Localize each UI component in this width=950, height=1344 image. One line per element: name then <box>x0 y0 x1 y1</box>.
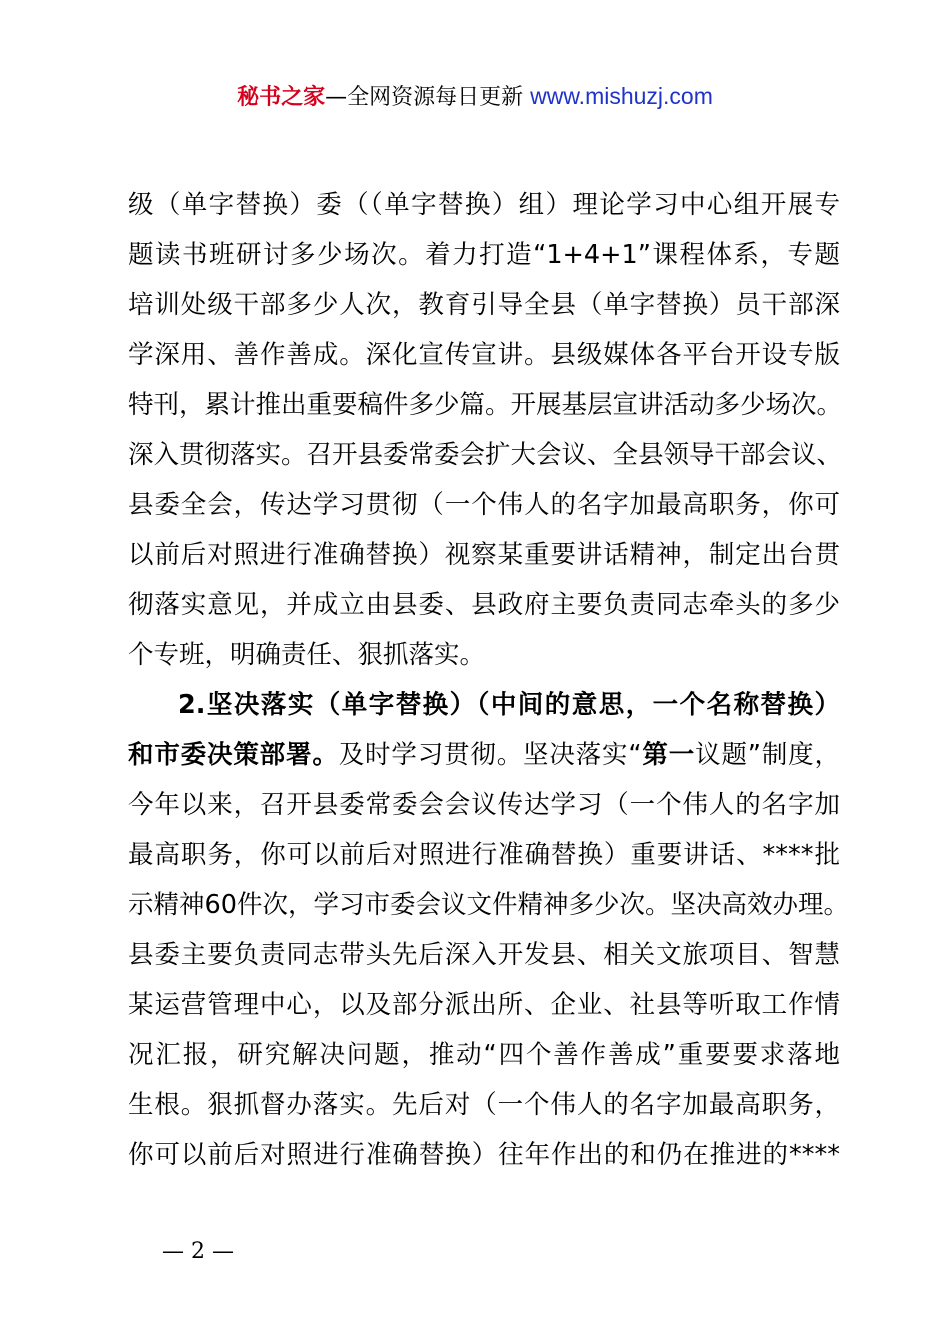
paragraph-line <box>128 1030 840 1080</box>
site-brand: 秘书之家 <box>237 85 326 110</box>
line-text: 生根。狠抓督办落实。先后对（一个伟人的名字加最高职务， <box>128 1090 840 1120</box>
line-text: 级（单字替换）委（（单字替换）组）理论学习中心组开展专 <box>128 190 840 220</box>
site-slogan: —全网资源每日更新 <box>325 85 524 110</box>
paragraph-line <box>128 780 840 830</box>
paragraph-line <box>128 530 840 580</box>
section-heading <box>178 680 840 730</box>
paragraph-line <box>128 980 840 1030</box>
heading-text: 2.坚决落实（单字替换）（中间的意思，一个名称替换） <box>178 690 840 720</box>
line-text: 最高职务，你可以前后对照进行准确替换）重要讲话、****批 <box>128 840 840 870</box>
line-text: 个专班，明确责任、狠抓落实。 <box>128 640 486 670</box>
line-text: 以前后对照进行准确替换）视察某重要讲话精神，制定出台贯 <box>128 540 840 570</box>
page-number: — 2 — <box>162 1239 234 1264</box>
paragraph-line <box>128 180 840 230</box>
line-text: 议题”制度， <box>695 740 840 770</box>
line-text: 题读书班研讨多少场次。着力打造“1+4+1”课程体系，专题 <box>128 240 840 270</box>
paragraph-line <box>128 480 840 530</box>
line-text: 你可以前后对照进行准确替换）往年作出的和仍在推进的**** <box>128 1140 840 1170</box>
line-text: 及时学习贯彻。坚决落实“ <box>338 740 642 770</box>
paragraph-line <box>128 280 840 330</box>
line-text: 深入贯彻落实。召开县委常委会扩大会议、全县领导干部会议、 <box>128 440 843 470</box>
paragraph-line <box>128 230 840 280</box>
site-url-link[interactable]: www.mishuzj.com <box>530 83 713 109</box>
paragraph-line <box>128 1130 840 1180</box>
line-text: 示精神60件次，学习市委会议文件精神多少次。坚决高效办理。 <box>128 890 849 920</box>
heading-text-continued: 和市委决策部署。 <box>128 740 339 770</box>
line-text: 县委全会，传达学习贯彻（一个伟人的名字加最高职务，你可 <box>128 490 840 520</box>
line-text: 今年以来，召开县委常委会会议传达学习（一个伟人的名字加 <box>128 790 840 820</box>
site-header <box>0 80 950 114</box>
paragraph-line <box>128 380 843 430</box>
paragraph-line <box>128 880 849 930</box>
line-text: 培训处级干部多少人次，教育引导全县（单字替换）员干部深 <box>128 290 840 320</box>
paragraph-line <box>128 1080 840 1130</box>
line-text: 特刊，累计推出重要稿件多少篇。开展基层宣讲活动多少场次。 <box>128 390 843 420</box>
paragraph-line <box>128 630 840 680</box>
line-text: 彻落实意见，并成立由县委、县政府主要负责同志牵头的多少 <box>128 590 840 620</box>
paragraph-line <box>128 430 843 480</box>
paragraph-line <box>128 330 840 380</box>
line-text: 学深用、善作善成。深化宣传宣讲。县级媒体各平台开设专版 <box>128 340 840 370</box>
line-text: 县委主要负责同志带头先后深入开发县、相关文旅项目、智慧 <box>128 940 840 970</box>
bold-text: 第一 <box>641 740 696 770</box>
paragraph-line <box>128 930 840 980</box>
paragraph-line <box>128 580 840 630</box>
paragraph-line <box>128 830 840 880</box>
paragraph-line <box>128 730 840 780</box>
line-text: 况汇报，研究解决问题，推动“四个善作善成”重要要求落地 <box>128 1040 840 1070</box>
line-text: 某运营管理中心，以及部分派出所、企业、社县等听取工作情 <box>128 990 840 1020</box>
